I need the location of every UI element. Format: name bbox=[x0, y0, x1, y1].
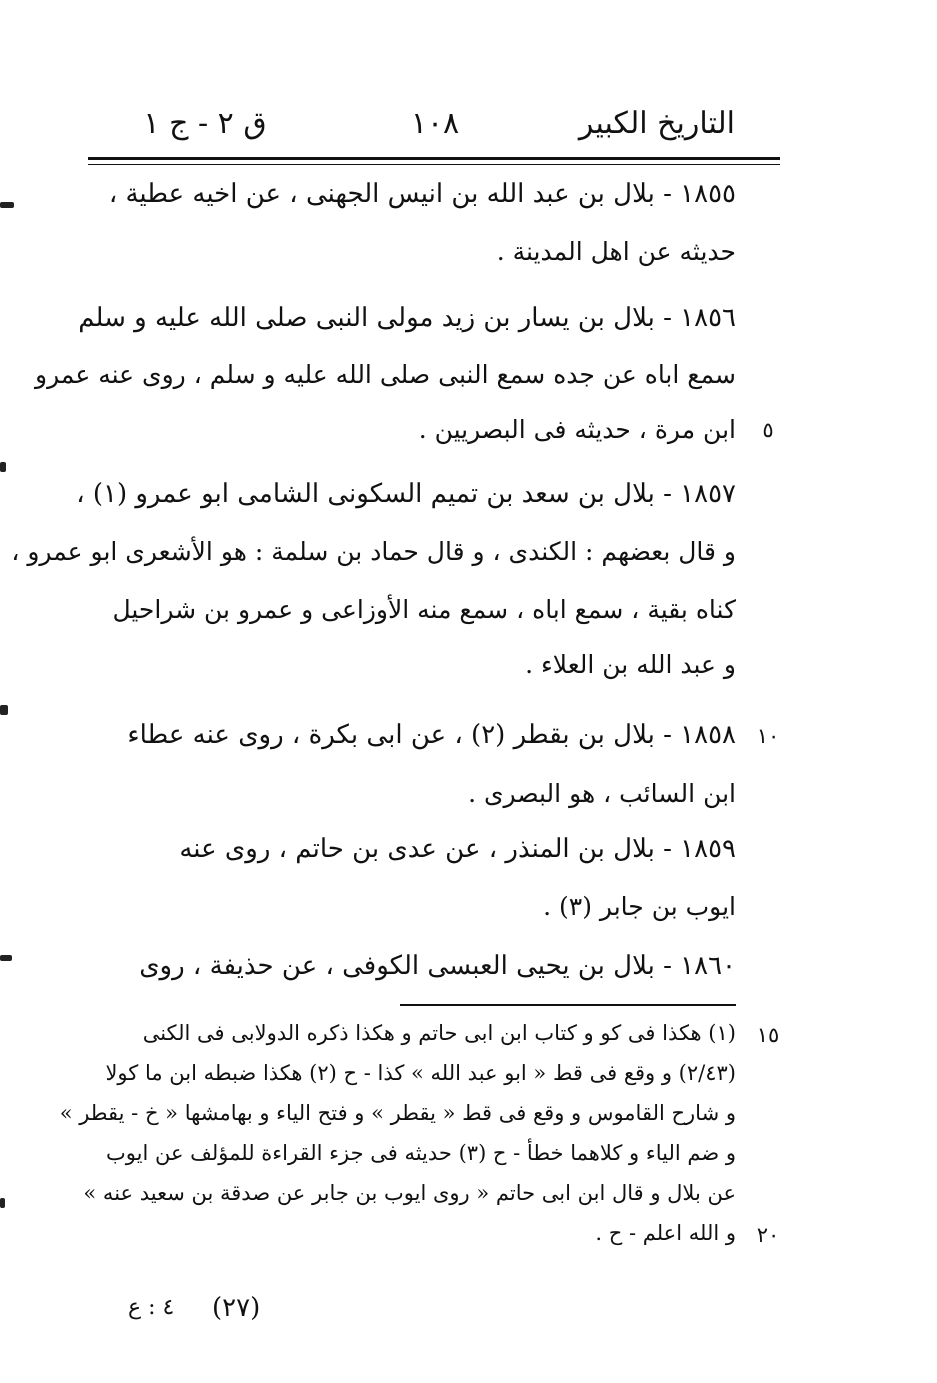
signature-number: (٢٧) bbox=[212, 1293, 261, 1323]
header-rule-thin bbox=[88, 164, 780, 165]
page-number: ١٠٨ bbox=[410, 106, 460, 141]
line-number-20: ٢٠ bbox=[756, 1223, 780, 1247]
entry-1856-line-3: ابن مرة ، حديثه فى البصريين . bbox=[418, 415, 736, 444]
entry-1856-line-2: سمع اباه عن جده سمع النبى صلى الله عليه و سلم ، روى عنه عمرو bbox=[35, 360, 736, 389]
entry-1858-line-1: ١٨٥٨ - بلال بن بقطر (٢) ، عن ابى بكرة ، روى عنه عطاء bbox=[127, 720, 736, 750]
entry-1860-line-1: ١٨٦٠ - بلال بن يحيى العبسى الكوفى ، عن حذيفة ، روى bbox=[139, 951, 736, 981]
entry-1855-line-1: ١٨٥٥ - بلال بن عبد الله بن انيس الجهنى ، عن اخيه عطية ، bbox=[108, 179, 736, 209]
line-number-15: ١٥ bbox=[756, 1023, 780, 1047]
binding-mark bbox=[0, 462, 6, 472]
volume-part-marker: ق ٢ - ج ١ bbox=[143, 106, 267, 141]
footnote-line-4: و ضم الياء و كلاهما خطأ - ح (٣) حديثه فى جزء القراءة للمؤلف عن ايوب bbox=[105, 1141, 736, 1165]
footnote-line-5: عن بلال و قال ابن ابى حاتم « روى ايوب بن جابر عن صدقة بن سعيد عنه » bbox=[83, 1181, 736, 1205]
binding-mark bbox=[0, 1198, 5, 1208]
entry-1857-line-1: ١٨٥٧ - بلال بن سعد بن تميم السكونى الشامى ابو عمرو (١) ، bbox=[76, 479, 736, 509]
entry-1859-line-2: ايوب بن جابر (٣) . bbox=[543, 892, 736, 921]
line-number-5: ٥ bbox=[762, 418, 774, 442]
line-number-10: ١٠ bbox=[756, 724, 780, 748]
signature-code: ٤ : ع bbox=[128, 1295, 175, 1320]
footnote-line-1: (١) هكذا فى كو و كتاب ابن ابى حاتم و هكذا ذكره الدولابى فى الكنى bbox=[142, 1021, 736, 1045]
entry-1857-line-2: و قال بعضهم : الكندى ، و قال حماد بن سلمة : هو الأشعرى ابو عمرو ، bbox=[11, 537, 736, 566]
entry-1857-line-4: و عبد الله بن العلاء . bbox=[525, 650, 736, 679]
header-rule-thick bbox=[88, 157, 780, 160]
entry-1856-line-1: ١٨٥٦ - بلال بن يسار بن زيد مولى النبى صلى الله عليه و سلم bbox=[78, 303, 736, 333]
binding-mark bbox=[0, 705, 8, 715]
binding-mark bbox=[0, 955, 12, 961]
running-title: التاريخ الكبير bbox=[578, 106, 735, 141]
entry-1855-line-2: حديثه عن اهل المدينة . bbox=[496, 237, 736, 266]
entry-1858-line-2: ابن السائب ، هو البصرى . bbox=[468, 779, 736, 808]
binding-mark bbox=[0, 202, 14, 208]
footnote-line-2: (٢/٤٣) و وقع فى قط « ابو عبد الله » كذا - ح (٢) هكذا ضبطه ابن ما كولا bbox=[105, 1061, 736, 1085]
footnote-rule bbox=[400, 1004, 736, 1006]
entry-1857-line-3: كناه بقية ، سمع اباه ، سمع منه الأوزاعى و عمرو بن شراحيل bbox=[112, 595, 736, 624]
footnote-line-3: و شارح القاموس و وقع فى قط « يقطر » و فتح الياء و بهامشها « خ - يقطر » bbox=[59, 1101, 736, 1125]
footnote-line-6: و الله اعلم - ح . bbox=[595, 1221, 736, 1245]
entry-1859-line-1: ١٨٥٩ - بلال بن المنذر ، عن عدى بن حاتم ، روى عنه bbox=[179, 834, 736, 864]
